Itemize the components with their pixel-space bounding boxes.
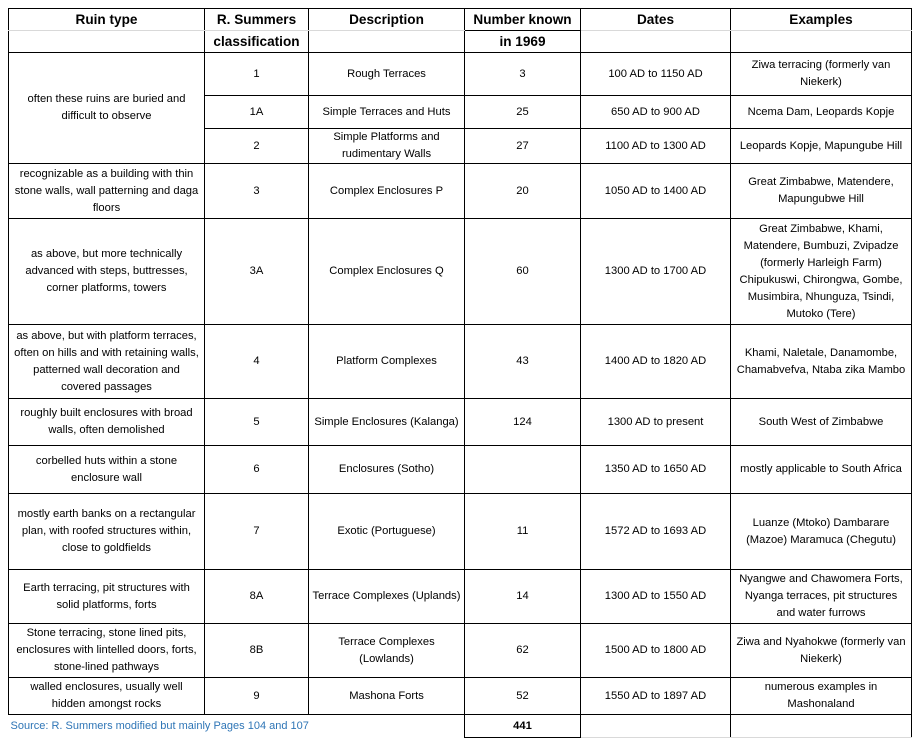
classification-cell[interactable]: 8A xyxy=(205,570,309,624)
examples-cell[interactable]: Nyangwe and Chawomera Forts, Nyanga terraces, pit structures and water furrows xyxy=(731,570,912,624)
ruin-type-cell[interactable]: mostly earth banks on a rectangular plan, with roofed structures within, close to goldfields xyxy=(9,494,205,570)
description-cell[interactable]: Terrace Complexes (Lowlands) xyxy=(309,624,465,678)
classification-cell[interactable]: 3 xyxy=(205,164,309,219)
table-row xyxy=(9,219,912,325)
header-ruin-type-blank[interactable] xyxy=(9,31,205,53)
ruins-table xyxy=(8,8,912,738)
examples-cell[interactable]: Luanze (Mtoko) Dambarare (Mazoe) Maramuca (Chegutu) xyxy=(731,494,912,570)
table-row xyxy=(9,446,912,494)
table-row xyxy=(9,53,912,96)
description-cell[interactable]: Rough Terraces xyxy=(309,53,465,96)
examples-cell[interactable]: Ziwa terracing (formerly van Niekerk) xyxy=(731,53,912,96)
header-number-line1[interactable]: Number known xyxy=(465,9,581,31)
description-cell[interactable]: Simple Terraces and Huts xyxy=(309,96,465,129)
examples-cell[interactable]: Great Zimbabwe, Matendere, Mapungubwe Hill xyxy=(731,164,912,219)
classification-cell[interactable]: 6 xyxy=(205,446,309,494)
examples-cell[interactable]: Great Zimbabwe, Khami, Matendere, Bumbuzi, Zvipadze (formerly Harleigh Farm) Chipukuswi, Chirongwa, Gombe, Musimbira, Nhunguza, Tsindi, Mutoko (Tere) xyxy=(731,219,912,325)
dates-cell[interactable]: 650 AD to 900 AD xyxy=(581,96,731,129)
number-cell[interactable]: 52 xyxy=(465,678,581,715)
table-row xyxy=(9,624,912,678)
footer-row xyxy=(9,715,912,738)
header-ruin-type[interactable]: Ruin type xyxy=(9,9,205,31)
ruin-type-cell[interactable]: as above, but with platform terraces, often on hills and with retaining walls, patterned wall decoration and covered passages xyxy=(9,325,205,399)
number-cell[interactable]: 3 xyxy=(465,53,581,96)
header-dates-blank[interactable] xyxy=(581,31,731,53)
table-row xyxy=(9,325,912,399)
header-classification-line2[interactable]: classification xyxy=(205,31,309,53)
dates-cell[interactable]: 1300 AD to present xyxy=(581,399,731,446)
classification-cell[interactable]: 5 xyxy=(205,399,309,446)
number-cell[interactable]: 20 xyxy=(465,164,581,219)
description-cell[interactable]: Enclosures (Sotho) xyxy=(309,446,465,494)
header-classification-line1[interactable]: R. Summers xyxy=(205,9,309,31)
examples-cell[interactable]: Ncema Dam, Leopards Kopje xyxy=(731,96,912,129)
number-cell[interactable]: 62 xyxy=(465,624,581,678)
dates-cell[interactable]: 1300 AD to 1550 AD xyxy=(581,570,731,624)
classification-cell[interactable]: 9 xyxy=(205,678,309,715)
dates-cell[interactable]: 1572 AD to 1693 AD xyxy=(581,494,731,570)
dates-cell[interactable]: 1100 AD to 1300 AD xyxy=(581,129,731,164)
number-cell[interactable]: 14 xyxy=(465,570,581,624)
ruin-type-cell[interactable]: Earth terracing, pit structures with solid platforms, forts xyxy=(9,570,205,624)
classification-cell[interactable]: 1 xyxy=(205,53,309,96)
examples-cell[interactable]: Leopards Kopje, Mapungube Hill xyxy=(731,129,912,164)
description-cell[interactable]: Mashona Forts xyxy=(309,678,465,715)
total-cell[interactable]: 441 xyxy=(465,715,581,738)
description-cell[interactable]: Simple Enclosures (Kalanga) xyxy=(309,399,465,446)
ruin-type-cell[interactable]: walled enclosures, usually well hidden amongst rocks xyxy=(9,678,205,715)
header-dates[interactable]: Dates xyxy=(581,9,731,31)
description-cell[interactable]: Exotic (Portuguese) xyxy=(309,494,465,570)
table-row xyxy=(9,678,912,715)
dates-cell[interactable]: 1050 AD to 1400 AD xyxy=(581,164,731,219)
header-examples-blank[interactable] xyxy=(731,31,912,53)
ruin-type-cell[interactable]: corbelled huts within a stone enclosure wall xyxy=(9,446,205,494)
description-cell[interactable]: Simple Platforms and rudimentary Walls xyxy=(309,129,465,164)
header-description-blank[interactable] xyxy=(309,31,465,53)
classification-cell[interactable]: 8B xyxy=(205,624,309,678)
ruin-type-cell[interactable]: as above, but more technically advanced with steps, buttresses, corner platforms, towers xyxy=(9,219,205,325)
dates-cell[interactable]: 1300 AD to 1700 AD xyxy=(581,219,731,325)
classification-cell[interactable]: 7 xyxy=(205,494,309,570)
classification-cell[interactable]: 1A xyxy=(205,96,309,129)
dates-cell[interactable]: 1350 AD to 1650 AD xyxy=(581,446,731,494)
number-cell[interactable]: 60 xyxy=(465,219,581,325)
ruin-type-cell[interactable]: recognizable as a building with thin stone walls, wall patterning and daga floors xyxy=(9,164,205,219)
header-number-line2[interactable]: in 1969 xyxy=(465,31,581,53)
number-cell[interactable]: 43 xyxy=(465,325,581,399)
header-row xyxy=(9,9,912,31)
examples-cell[interactable]: mostly applicable to South Africa xyxy=(731,446,912,494)
table-row xyxy=(9,570,912,624)
number-cell[interactable]: 27 xyxy=(465,129,581,164)
examples-cell[interactable]: South West of Zimbabwe xyxy=(731,399,912,446)
ruin-type-cell[interactable]: roughly built enclosures with broad walls, often demolished xyxy=(9,399,205,446)
classification-cell[interactable]: 4 xyxy=(205,325,309,399)
header-examples[interactable]: Examples xyxy=(731,9,912,31)
description-cell[interactable]: Terrace Complexes (Uplands) xyxy=(309,570,465,624)
description-cell[interactable]: Complex Enclosures P xyxy=(309,164,465,219)
ruin-type-cell[interactable]: often these ruins are buried and difficult to observe xyxy=(9,53,205,164)
examples-cell[interactable]: Ziwa and Nyahokwe (formerly van Niekerk) xyxy=(731,624,912,678)
table-row xyxy=(9,494,912,570)
classification-cell[interactable]: 3A xyxy=(205,219,309,325)
description-cell[interactable]: Platform Complexes xyxy=(309,325,465,399)
dates-cell[interactable]: 100 AD to 1150 AD xyxy=(581,53,731,96)
dates-cell[interactable]: 1400 AD to 1820 AD xyxy=(581,325,731,399)
examples-cell[interactable]: Khami, Naletale, Danamombe, Chamabvefva, Ntaba zika Mambo xyxy=(731,325,912,399)
number-cell[interactable] xyxy=(465,446,581,494)
classification-cell[interactable]: 2 xyxy=(205,129,309,164)
table-row xyxy=(9,164,912,219)
dates-cell[interactable]: 1500 AD to 1800 AD xyxy=(581,624,731,678)
header-description[interactable]: Description xyxy=(309,9,465,31)
header-row-2 xyxy=(9,31,912,53)
footer-blank-cell[interactable] xyxy=(581,715,731,738)
dates-cell[interactable]: 1550 AD to 1897 AD xyxy=(581,678,731,715)
table-row xyxy=(9,399,912,446)
description-cell[interactable]: Complex Enclosures Q xyxy=(309,219,465,325)
number-cell[interactable]: 124 xyxy=(465,399,581,446)
examples-cell[interactable]: numerous examples in Mashonaland xyxy=(731,678,912,715)
number-cell[interactable]: 11 xyxy=(465,494,581,570)
source-note[interactable]: Source: R. Summers modified but mainly Pages 104 and 107 xyxy=(10,719,309,732)
ruin-type-cell[interactable]: Stone terracing, stone lined pits, enclosures with lintelled doors, forts, stone-lined pathways xyxy=(9,624,205,678)
footer-blank-cell[interactable] xyxy=(731,715,912,738)
number-cell[interactable]: 25 xyxy=(465,96,581,129)
